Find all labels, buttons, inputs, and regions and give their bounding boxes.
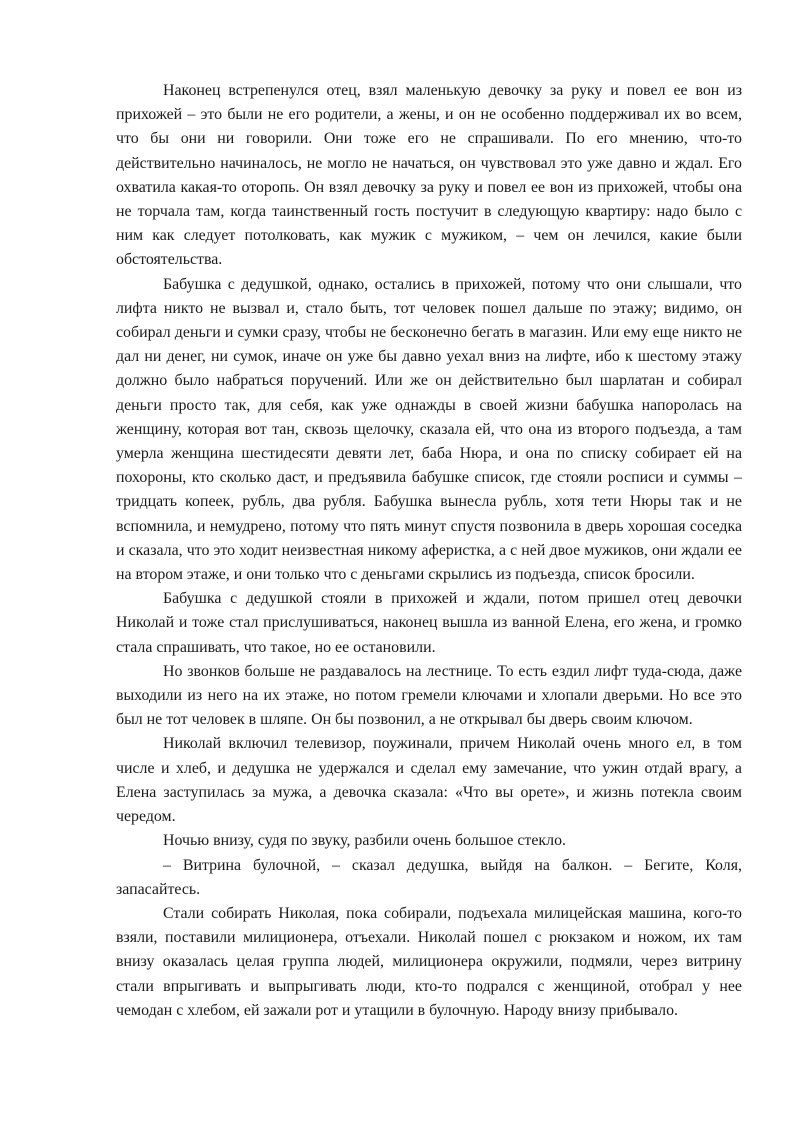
paragraph: Ночью внизу, судя по звуку, разбили очень большое стекло. [163,832,566,850]
paragraph: Бабушка с дедушкой, однако, остались в прихожей, потому что они слышали, что лифта никто не вызвал и, стало быть, тот человек пошел дальше по этажу; видимо, он собирал деньги и сумки сразу, чтобы не бесконечно бегать в магазин. Или ему еще никто не дал ни денег, ни сумок, иначе он уже бы давно уехал вниз на лифте, ибо к шестому этажу должно было набраться поручений. Или же он действительно был шарлатан и собирал деньги просто так, для себя, как уже однажды в своей жизни бабушка напоролась на женщину, которая вот тан, сквозь щелочку, сказала ей, что она из второго подъезда, а там умерла женщина шестидесяти девяти лет, баба Нюра, и она по списку собирает ей на похороны, кто сколько даст, и предъявила бабушке список, где стояли росписи и суммы – тридцать копеек, рубль, два рубля. Бабушка вынесла рубль, хотя тети Нюры так и не вспомнила, и немудрено, потому что пять минут спустя позвонила в дверь хорошая соседка и сказала, что это ходит неизвестная никому аферистка, а с ней двое мужиков, они ждали ее на втором этаже, и они только что с деньгами скрылись из подъезда, список бросили. [116,275,742,584]
paragraph: Бабушка с дедушкой стояли в прихожей и ждали, потом пришел отец девочки Николай и тоже стал прислушиваться, наконец вышла из ванной Елена, его жена, и громко стала спрашивать, что такое, но ее остановили. [116,590,742,656]
document-page [116,79,742,1023]
paragraph: Николай включил телевизор, поужинали, причем Николай очень много ел, в том числе и хлеб, и дедушка не удержался и сделал ему замечание, что ужин отдай врагу, а Елена заступилась за мужа, а девочка сказала: «Что вы орете», и жизнь потекла своим чередом. [116,735,742,826]
paragraph: Но звонков больше не раздавалось на лестнице. То есть ездил лифт туда-сюда, даже выходили из него на их этаже, но потом гремели ключами и хлопали дверьми. Но все это был не тот человек в шляпе. Он бы позвонил, а не открывал бы дверь своим ключом. [116,662,742,729]
paragraph: – Витрина булочной, – сказал дедушка, выйдя на балкон. – Бегите, Коля, запасайтесь. [116,856,742,898]
paragraph: Наконец встрепенулся отец, взял маленькую девочку за руку и повел ее вон из прихожей – это были не его родители, а жены, и он не особенно поддерживал их во всем, что бы они ни говорили. Они тоже его не спрашивали. По его мнению, что-то действительно начиналось, не могло не начаться, он чувствовал это уже давно и ждал. Его охватила какая-то оторопь. Он взял девочку за руку и повел ее вон из прихожей, чтобы она не торчала там, когда таинственный гость постучит в следующую квартиру: надо было с ним как следует потолковать, как мужик с мужиком, – чем он лечился, какие были обстоятельства. [116,82,742,269]
paragraph: Стали собирать Николая, пока собирали, подъехала милицейская машина, кого-то взяли, поставили милиционера, отъехали. Николай пошел с рюкзаком и ножом, их там внизу оказалась целая группа людей, милиционера окружили, подмяли, через витрину стали впрыгивать и выпрыгивать люди, кто-то подрался с женщиной, отобрал у нее чемодан с хлебом, ей зажали рот и утащили в булочную. Народу внизу прибывало. [116,904,742,1019]
